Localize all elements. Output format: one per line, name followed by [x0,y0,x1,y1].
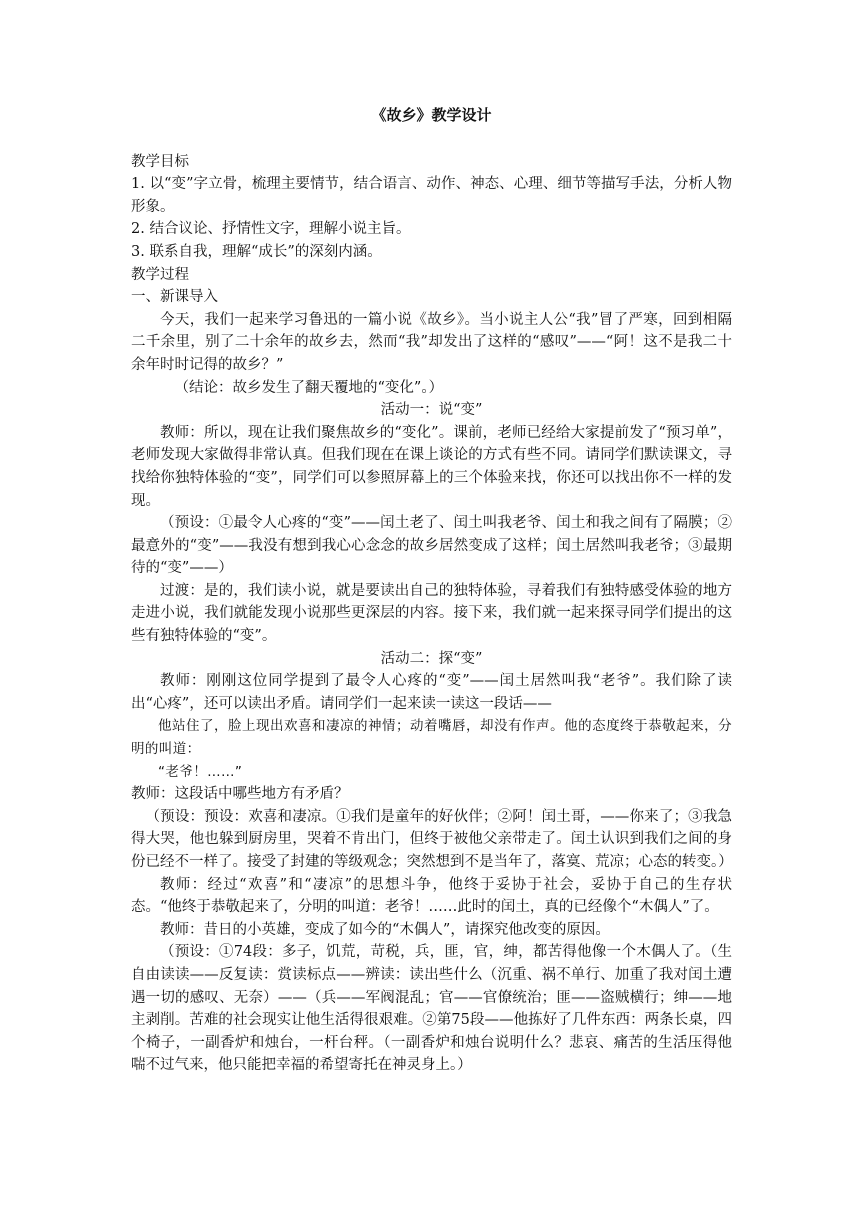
goal-item-2: 2. 结合议论、抒情性文字，理解小说主旨。 [131,221,411,238]
section-intro-heading: 一、新课导入 [131,289,218,306]
conclusion-note: （结论：故乡发生了翻天覆地的“变化”。） [174,379,444,396]
preset-note-1: （预设：①最令人心疼的“变”——闰土老了、闰土叫我老爷、闰土和我之间有了隔膜；②最意外的“变”——我没有想到我心心念念的故乡居然变成了这样；闰土居然叫我老爷；③最期待的“变”——） [131,515,732,577]
goals-heading: 教学目标 [131,153,189,170]
teacher-paragraph-1: 教师：所以，现在让我们聚焦故乡的“变化”。课前，老师已经给大家提前发了“预习单”，老师发现大家做得非常认真。但我们现在在课上谈论的方式有些不同。请同学们默读课文，寻找给你独特体验的“变”，同学们可以参照屏幕上的三个体验来找，你还可以找出你不一样的发现。 [131,424,732,509]
teacher-paragraph-3: 教师：经过“欢喜”和“凄凉”的思想斗争，他终于妥协于社会，妥协于自己的生存状态。“他终于恭敬起来了，分明的叫道：老爷！……此时的闰土，真的已经像个“木偶人”了。 [131,876,732,916]
activity-two-heading: 活动二：探“变” [380,650,483,667]
intro-paragraph: 今天，我们一起来学习鲁迅的一篇小说《故乡》。当小说主人公“我”冒了严寒，回到相隔二千余里，别了二十余年的故乡去，然而“我”却发出了这样的“感叹”——“阿！这不是我二十余年时时记得的故乡？” [131,311,732,373]
teacher-paragraph-2: 教师：刚刚这位同学提到了最令人心疼的“变”——闰土居然叫我“老爷”。我们除了读出“心疼”，还可以读出矛盾。请同学们一起来读一读这一段话—— [131,673,732,712]
process-heading: 教学过程 [131,266,189,283]
goal-item-3: 3. 联系自我，理解“成长”的深刻内涵。 [131,243,382,260]
text-quote: 他站住了，脸上现出欢喜和凄凉的神情；动着嘴唇，却没有作声。他的态度终于恭敬起来，分明的叫道： [131,718,732,758]
document-title: 《故乡》教学设计 [371,106,492,124]
preset-note-3: （预设：①74段：多子，饥荒，苛税，兵，匪，官，绅，都苦得他像一个木偶人了。（生自由读读——反复读：赏读标点——辨读：读出些什么（沉重、祸不单行、加重了我对闰土遭遇一切的感叹、无奈）——（兵——军阀混乱；官——官僚统治；匪——盗贼横行；绅——地主剥削。苦难的社会现实让他生活得很艰难。②第75段——他拣好了几件东西：两条长桌，四个椅子，一副香炉和烛台，一杆台秤。（一副香炉和烛台说明什么？悲哀、痛苦的生活压得他喘不过气来，他只能把幸福的希望寄托在神灵身上。） [131,944,732,1074]
preset-note-2: （预设：预设：欢喜和凄凉。①我们是童年的好伙伴；②阿！闰土哥，——你来了；③我急得大哭，他也躲到厨房里，哭着不肯出门，但终于被他父亲带走了。闰土认识到我们之间的身份已经不一样了。接受了封建的等级观念；突然想到不是当年了，落寞、荒凉；心态的转变。） [131,808,733,870]
activity-one-heading: 活动一：说“变” [380,402,483,419]
transition-paragraph: 过渡：是的，我们读小说，就是要读出自己的独特体验，寻着我们有独特感受体验的地方走进小说，我们就能发现小说那些更深层的内容。接下来，我们就一起来探寻同学们提出的这些有独特体验的“变”。 [131,582,732,645]
text-quote-exclamation: “老爷！……” [158,763,243,780]
goal-item-1: 1. 以“变”字立骨，梳理主要情节，结合语言、动作、神态、心理、细节等描写手法，分析人物形象。 [131,176,732,215]
teacher-question: 教师：这段话中哪些地方有矛盾？ [131,786,349,803]
teacher-paragraph-4: 教师：昔日的小英雄，变成了如今的“木偶人”，请探究他改变的原因。 [160,921,610,938]
